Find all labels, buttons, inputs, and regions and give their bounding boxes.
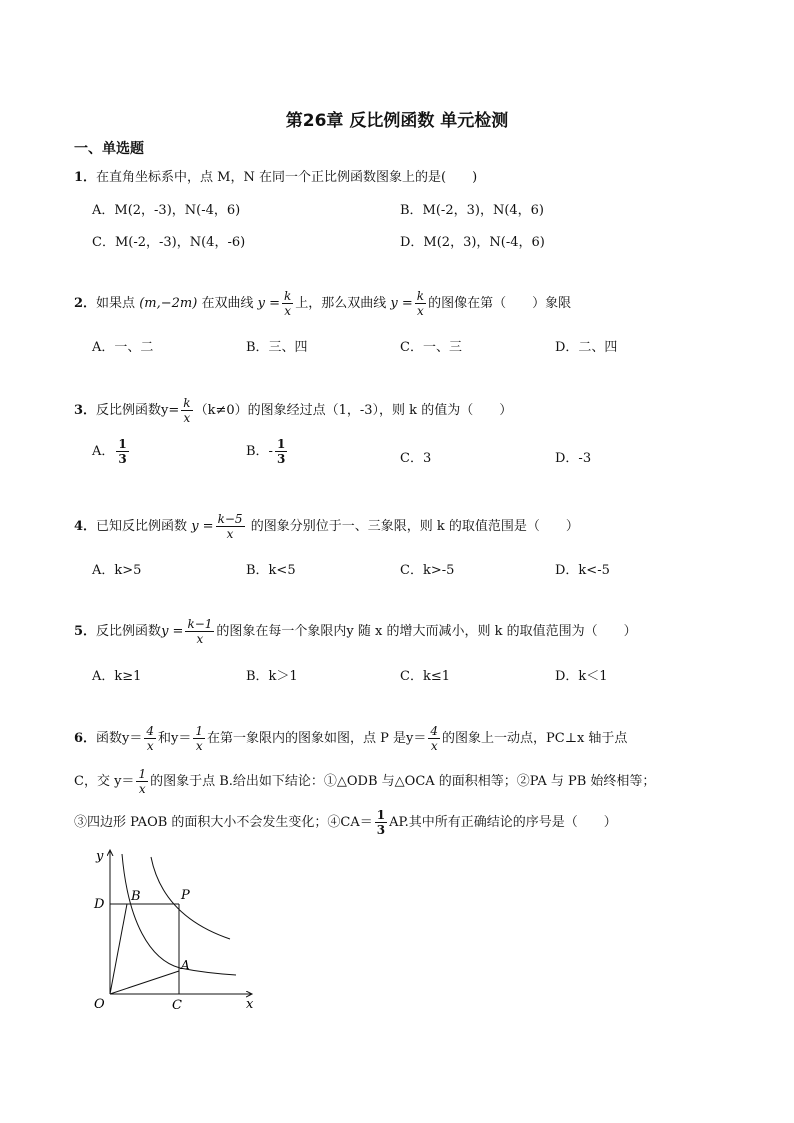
- q6-text: 在第一象限内的图象如图，点 P 是y＝: [207, 731, 427, 746]
- denominator: x: [138, 782, 146, 796]
- section-heading: 一、单选题: [74, 141, 144, 157]
- q4-option-b: B．k<5: [246, 563, 296, 578]
- numerator: k−1: [187, 617, 213, 631]
- q6-text: ③四边形 PAOB 的面积大小不会发生变化；④CA＝: [74, 815, 373, 830]
- option-label: B．-: [246, 444, 273, 459]
- q3-a-fraction: [116, 438, 128, 465]
- denominator: 3: [276, 452, 286, 466]
- q3-b-fraction: [275, 438, 287, 465]
- q3-option-c: C．3: [400, 451, 432, 466]
- q4-option-a: A．k>5: [92, 563, 142, 578]
- q2-text-3: 上，那么双曲线: [295, 296, 387, 311]
- q4-yeq: y =: [191, 519, 214, 534]
- q6-fraction-4-over-x-2: [428, 725, 440, 752]
- q6-text: 和y＝: [158, 731, 192, 746]
- q4-option-c: C．k>-5: [400, 563, 455, 578]
- numerator: 4: [430, 724, 439, 738]
- numerator: 4: [146, 724, 155, 738]
- numerator: 1: [376, 808, 386, 822]
- q1-option-a: A．M(2，-3)，N(-4，6): [92, 203, 241, 218]
- segment-ob: [110, 904, 127, 994]
- numerator: 1: [138, 767, 147, 781]
- q3-text-1: 反比例函数y=: [96, 403, 180, 418]
- numerator: 1: [195, 724, 204, 738]
- q6-figure: [80, 842, 270, 1017]
- denominator: x: [195, 739, 203, 753]
- q2-point: (m,−2m): [139, 296, 198, 311]
- numerator: k: [183, 396, 191, 410]
- q3-text-2: （k≠0）的图象经过点（1，-3），则 k 的值为（ ）: [194, 403, 513, 418]
- label-p: P: [181, 888, 190, 903]
- q3-option-b: [246, 438, 289, 465]
- numerator: k: [283, 289, 292, 303]
- question-number: 4．: [74, 519, 97, 534]
- question-number: 5．: [74, 624, 97, 639]
- numerator: k: [416, 289, 425, 303]
- q2-option-d: D．二、四: [555, 340, 618, 355]
- denominator: 3: [376, 823, 386, 837]
- question-3: [74, 397, 512, 424]
- question-number: 2．: [74, 296, 97, 311]
- q2-fraction-k-over-x-2: [415, 290, 426, 317]
- numerator: k−5: [217, 512, 243, 526]
- question-6-line-1: [74, 725, 627, 752]
- curve-4-over-x: [151, 857, 230, 939]
- q2-yeq: y =: [257, 296, 280, 311]
- denominator: x: [417, 304, 424, 318]
- question-number: 1．: [74, 170, 97, 185]
- q4-option-d: D．k<-5: [555, 563, 610, 578]
- q6-text: 的图象于点 B.给出如下结论：①△ODB 与△OCA 的面积相等；②PA 与 PB 始终相等；: [150, 774, 656, 789]
- q2-text-2: 在双曲线: [201, 296, 254, 311]
- question-6-line-3: [74, 809, 617, 836]
- question-stem: 在直角坐标系中，点 M，N 在同一个正比例函数图象上的是( ): [96, 170, 478, 185]
- question-number: 3．: [74, 403, 97, 418]
- question-2: [74, 290, 571, 317]
- q2-text-1: 如果点: [96, 296, 136, 311]
- denominator: x: [196, 632, 204, 646]
- q6-fraction-4-over-x: [144, 725, 156, 752]
- question-4: [74, 513, 579, 540]
- q5-fraction: [185, 618, 214, 645]
- q6-text: AP.其中所有正确结论的序号是（ ）: [389, 815, 617, 830]
- denominator: 3: [118, 452, 127, 466]
- segment-oa: [110, 971, 179, 994]
- q2-fraction-k-over-x: [282, 290, 293, 317]
- label-a: A: [181, 958, 190, 972]
- label-d: D: [94, 897, 105, 912]
- q6-text: 函数y＝: [96, 731, 143, 746]
- q3-fraction-k-over-x: [181, 397, 192, 424]
- denominator: x: [284, 304, 291, 318]
- question-5: [74, 618, 637, 645]
- q5-option-a: A．k≥1: [92, 669, 142, 684]
- q3-option-a: [92, 438, 131, 465]
- q4-text-1: 已知反比例函数: [96, 519, 188, 534]
- label-o: O: [94, 997, 105, 1012]
- q2-option-b: B．三、四: [246, 340, 308, 355]
- q2-yeq-2: y =: [390, 296, 413, 311]
- page-title: 第26章 反比例函数 单元检测: [285, 111, 509, 131]
- q6-fraction-1-over-x: [193, 725, 205, 752]
- question-1: [74, 166, 477, 185]
- q5-option-b: B．k＞1: [246, 669, 298, 684]
- denominator: x: [183, 411, 191, 425]
- q5-text-1: 反比例函数: [96, 624, 162, 639]
- q2-option-a: A．一、二: [92, 340, 154, 355]
- q4-text-2: 的图象分别位于一、三象限，则 k 的取值范围是（ ）: [250, 519, 579, 534]
- q6-text: 的图象上一动点，PC⊥x 轴于点: [442, 731, 628, 746]
- q4-fraction: [216, 513, 245, 540]
- denominator: x: [430, 739, 438, 753]
- q5-option-c: C．k≤1: [400, 669, 450, 684]
- q5-text-2: 的图象在每一个象限内y 随 x 的增大而减小，则 k 的取值范围为（ ）: [216, 624, 637, 639]
- q5-option-d: D．k＜1: [555, 669, 608, 684]
- q1-option-c: C．M(-2，-3)，N(4，-6): [92, 235, 246, 250]
- question-6-line-2: [74, 768, 655, 795]
- q6-fraction-1-over-x-2: [136, 768, 148, 795]
- q5-yeq: y =: [161, 624, 184, 639]
- question-number: 6．: [74, 731, 97, 746]
- q1-option-b: B．M(-2，3)，N(4，6): [400, 203, 545, 218]
- label-x: x: [246, 997, 254, 1012]
- q1-option-d: D．M(2，3)，N(-4，6): [400, 235, 545, 250]
- label-y: y: [96, 849, 104, 864]
- numerator: 1: [276, 437, 286, 451]
- q6-fraction-1-over-3: [375, 809, 387, 836]
- option-label: A．: [92, 444, 115, 459]
- denominator: x: [226, 527, 234, 541]
- q2-text-4: 的图像在第（ ）象限: [428, 296, 572, 311]
- q6-text: C，交 y＝: [74, 774, 135, 789]
- q3-option-d: D．-3: [555, 451, 592, 466]
- numerator: 1: [118, 437, 127, 451]
- label-c: C: [172, 998, 182, 1013]
- denominator: x: [146, 739, 154, 753]
- label-b: B: [131, 889, 141, 904]
- q2-option-c: C．一、三: [400, 340, 462, 355]
